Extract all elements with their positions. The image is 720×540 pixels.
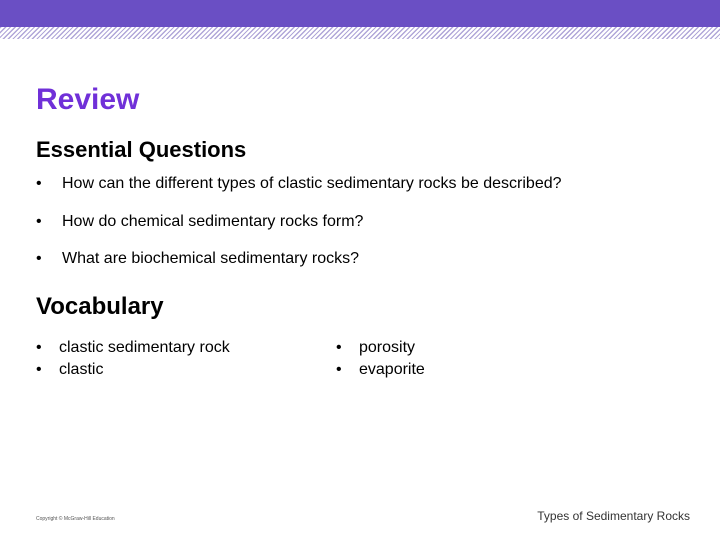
vocabulary-item (36, 359, 230, 381)
vocabulary-term: clastic sedimentary rock (59, 339, 230, 356)
header-stripe-pattern (0, 27, 720, 39)
question-text: How can the different types of clastic sedimentary rocks be described? (62, 175, 562, 192)
question-item (36, 244, 562, 282)
vocabulary-list-right (336, 337, 425, 381)
slide-title: Review (36, 83, 140, 116)
footer-lesson-title: Types of Sedimentary Rocks (537, 509, 690, 523)
header-band (0, 0, 720, 27)
bullet: • (36, 250, 42, 267)
essential-questions-heading: Essential Questions (36, 137, 247, 162)
vocabulary-term: evaporite (359, 361, 425, 378)
vocabulary-item (36, 337, 230, 359)
question-text: What are biochemical sedimentary rocks? (62, 250, 360, 267)
question-text: How do chemical sedimentary rocks form? (62, 212, 364, 230)
bullet: • (336, 361, 342, 378)
bullet: • (36, 212, 42, 230)
bullet: • (36, 361, 42, 378)
bullet: • (36, 175, 42, 192)
vocabulary-item (336, 359, 425, 381)
vocabulary-term: porosity (359, 339, 416, 356)
bullet: • (336, 339, 342, 356)
essential-questions-list (36, 169, 562, 282)
vocabulary-term: clastic (59, 361, 104, 378)
vocabulary-heading: Vocabulary (36, 293, 164, 320)
question-item (36, 169, 562, 207)
vocabulary-list-left (36, 337, 230, 381)
copyright-notice: Copyright © McGraw-Hill Education (36, 516, 115, 522)
question-item (36, 207, 562, 245)
vocabulary-item (336, 337, 425, 359)
bullet: • (36, 339, 42, 356)
